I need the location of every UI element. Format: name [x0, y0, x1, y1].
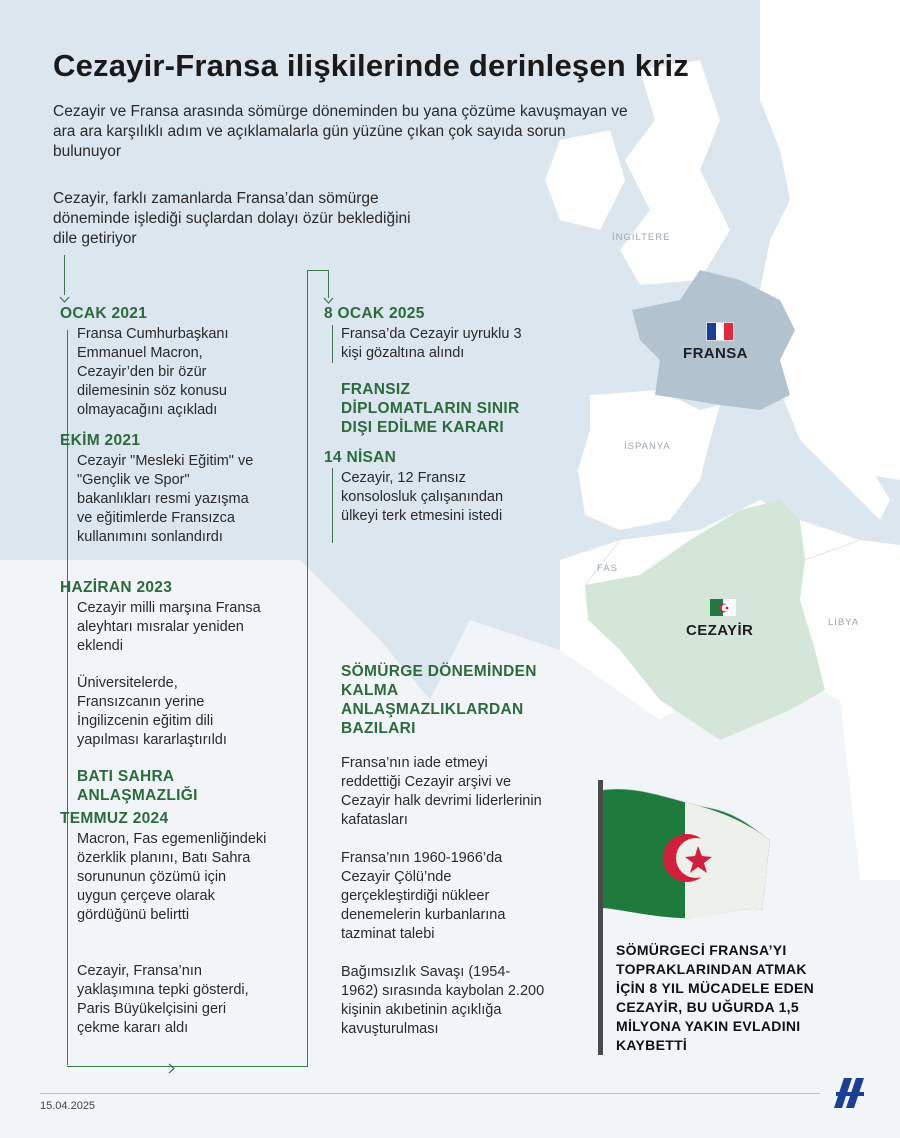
- country-label-algeria: CEZAYİR: [686, 622, 754, 639]
- event-text-jul-2024: Macron, Fas egemenliğindeki özerklik planını, Batı Sahra sorununun çözümü için uygun çerçeve olarak gördüğünü belirtti: [77, 831, 267, 923]
- timeline-right-line-1: [332, 325, 333, 363]
- event-text-jan-2025: Fransa’da Cezayir uyruklu 3 kişi gözaltına alındı: [341, 326, 522, 361]
- aa-logo-icon: [830, 1072, 870, 1112]
- event-date-jan-2025: 8 OCAK 2025: [324, 305, 425, 322]
- colonial-item-2: Fransa’nın 1960-1966’da Cezayir Çölü’nde gerçekleştirdiği nükleer denemelerin kurbanlarına tazminat talebi: [341, 850, 506, 942]
- footer-date: 15.04.2025: [40, 1100, 96, 1112]
- section-heading-colonial: SÖMÜRGE DÖNEMİNDEN KALMA ANLAŞMAZLIKLARDAN BAZILARI: [341, 663, 537, 737]
- page-title: Cezayir-Fransa ilişkilerinde derinleşen kriz: [53, 48, 689, 83]
- map-label-morocco: FAS: [597, 563, 618, 574]
- country-label-france: FRANSA: [683, 345, 748, 362]
- algerian-flag-icon: [709, 598, 737, 617]
- page-subtitle: Cezayir ve Fransa arasında sömürge döneminden bu yana çözüme kavuşmayan ve ara ara karşılıklı adım ve açıklamalarla gün yüzüne çıkan çok sayıda sorun bulunuyor: [53, 103, 628, 160]
- event-date-jul-2024: TEMMUZ 2024: [60, 810, 169, 827]
- timeline-right-line-2: [332, 468, 333, 543]
- section-heading-western-sahara: BATI SAHRA ANLAŞMAZLIĞI: [77, 768, 198, 804]
- colonial-item-1: Fransa’nın iade etmeyi reddettiği Cezayir arşivi ve Cezayir halk devrimi liderlerinin kafatasları: [341, 755, 542, 828]
- event-text-apr-14: Cezayir, 12 Fransız konsolosluk çalışanından ülkeyi terk etmesini istedi: [341, 470, 504, 524]
- french-flag-icon: [706, 322, 734, 341]
- event-date-oct-2021: EKİM 2021: [60, 432, 141, 449]
- event-text-oct-2021: Cezayir "Mesleki Eğitim" ve "Gençlik ve Spor" bakanlıkları resmi yazışma ve eğitimlerde Fransızca kullanımını sonlandırdı: [77, 453, 254, 545]
- map-label-libya: LİBYA: [828, 617, 860, 628]
- timeline-connector-line: [307, 270, 308, 1067]
- footer-divider: [40, 1093, 820, 1094]
- colonial-item-3: Bağımsızlık Savaşı (1954-1962) sırasında kaybolan 2.200 kişinin akıbetinin açıklığa kavuşturulması: [341, 964, 545, 1037]
- footnote-text: SÖMÜRGECİ FRANSA’YI TOPRAKLARINDAN ATMAK İÇİN 8 YIL MÜCADELE EDEN CEZAYİR, BU UĞURDA 1,5 MİLYONA YAKIN EVLADINI KAYBETTİ: [616, 942, 815, 1053]
- section-heading-diplomats: FRANSIZ DİPLOMATLARIN SINIR DIŞI EDİLME KARARI: [341, 381, 520, 436]
- intro-text: Cezayir, farklı zamanlarda Fransa’dan sömürge döneminde işlediği suçlardan dolayı özür beklediğini dile getiriyor: [53, 190, 411, 247]
- event-date-apr-14: 14 NİSAN: [324, 449, 397, 466]
- map-label-spain: İSPANYA: [624, 441, 671, 452]
- event-text-jan-2021: Fransa Cumhurbaşkanı Emmanuel Macron, Cezayir’den bir özür dilemesinin söz konusu olmayacağını açıkladı: [77, 326, 229, 418]
- timeline-top-connector: [307, 270, 329, 271]
- event-date-jun-2023: HAZİRAN 2023: [60, 579, 173, 596]
- arrow-right-icon: [168, 1061, 177, 1072]
- arrow-down-icon: [59, 291, 70, 299]
- event-text-jul-2024-2: Cezayir, Fransa’nın yaklaşımına tepki gösterdi, Paris Büyükelçisini geri çekme kararı aldı: [77, 963, 249, 1036]
- map-label-uk: İNGILTERE: [612, 232, 671, 243]
- event-text-jun-2023-2: Üniversitelerde, Fransızcanın yerine İngilizcenin eğitim dili yapılması kararlaştırıldı: [77, 675, 227, 748]
- timeline-bottom-line: [67, 1066, 307, 1067]
- arrow-down-icon-2: [323, 292, 334, 300]
- event-text-jun-2023: Cezayir milli marşına Fransa aleyhtarı mısralar yeniden eklendi: [77, 600, 261, 654]
- timeline-start-line: [64, 255, 65, 295]
- event-date-jan-2021: OCAK 2021: [60, 305, 148, 322]
